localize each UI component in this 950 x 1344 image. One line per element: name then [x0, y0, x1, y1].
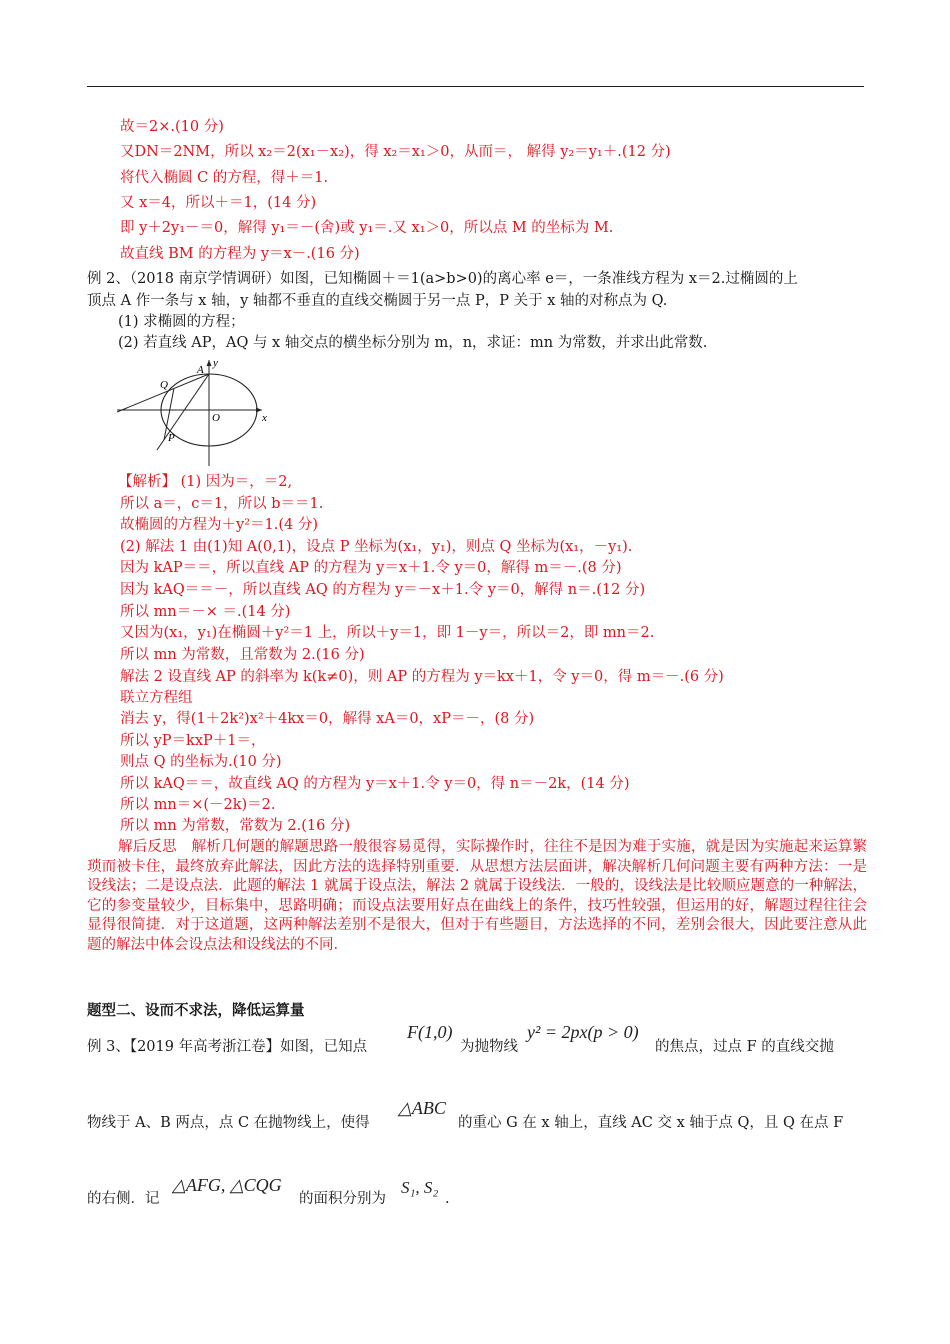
example2-question2: (2) 若直线 AP，AQ 与 x 轴交点的横坐标分别为 m，n，求证：mn 为常数，并求出此常数. [118, 335, 708, 351]
solution-line: 即 y＋2y₁－＝0，解得 y₁＝－(舍)或 y₁＝.又 x₁＞0，所以点 M 的坐标为 M. [120, 220, 614, 236]
areas-formula: S₁, S₂ [401, 1178, 439, 1197]
example3-text-f: 的右侧．记 [87, 1191, 160, 1207]
solution-line: 所以 mn＝－× ＝.(14 分) [120, 604, 291, 620]
solution-line: 则点 Q 的坐标为.(10 分) [120, 754, 282, 770]
label-a: A [197, 364, 204, 376]
example3-text-d: 物线于 A、B 两点，点 C 在抛物线上，使得 [87, 1115, 370, 1131]
example3-text-h: . [445, 1191, 450, 1207]
example3-text-a: 例 3、【2019 年高考浙江卷】如图，已知点 [87, 1039, 368, 1055]
point-f-formula: F(1,0) [407, 1022, 453, 1042]
triangles-formula: △AFG, △CQG [172, 1175, 282, 1195]
example3-text-e: 的重心 G 在 x 轴上，直线 AC 交 x 轴于点 Q，且 Q 在点 F [458, 1115, 844, 1131]
example3-text-g: 的面积分别为 [299, 1191, 386, 1207]
solution-line: 因为 kAP＝＝，所以直线 AP 的方程为 y＝x＋1.令 y＝0，解得 m＝－.(8 分) [120, 560, 622, 576]
y-axis-arrow [207, 360, 212, 366]
solution-line: 故＝2×.(10 分) [120, 119, 224, 135]
solution-line: 所以 a＝，c＝1，所以 b＝＝1. [120, 496, 324, 512]
solution-line: 消去 y，得(1＋2k²)x²＋4kx＝0，解得 xA＝0，xP＝－，(8 分) [120, 711, 535, 727]
label-y: y [213, 358, 218, 369]
solution-line: 解法 2 设直线 AP 的斜率为 k(k≠0)，则 AP 的方程为 y＝kx＋1，令 y＝0，得 m＝－.(6 分) [120, 669, 724, 685]
example2-line1: 例 2、（2018 南京学情调研）如图，已知椭圆＋＝1(a>b>0)的离心率 e＝，一条准线方程为 x＝2.过椭圆的上 [87, 271, 798, 287]
reflection-paragraph: 解后反思 解析几何题的解题思路一般很容易觅得，实际操作时，往往不是因为难于实施，就是因为实施起来运算繁琐而被卡住，最终放弃此解法，因此方法的选择特别重要．从思想方法层面讲，解决解析几何问题主要有两种方法：一是设线法；二是设点法．此题的解法 1 就属于设点法，解法 2 就属于设线法．一般的，设线法是比较顺应题意的一种解法，它的参变量较少，目标集中，思路明确；而设点法要用好点在曲线上的条件，技巧性较强，但运用的好，解题过程往往会显得很简捷．对于这道题，这两种解法差别不是很大，但对于有些题目，方法选择的不同，差别会很大，因此要注意从此题的解法中体会设点法和设线法的不同． [87, 839, 867, 953]
solution-line: 故椭圆的方程为＋y²＝1.(4 分) [120, 517, 318, 533]
label-x: x [262, 412, 267, 424]
solution-line: 又因为(x₁，y₁)在椭圆＋y²＝1 上，所以＋y＝1，即 1－y＝，所以＝2，即 mn＝2. [120, 625, 655, 641]
solution-line: 所以 yP＝kxP＋1＝， [120, 733, 266, 749]
solution-line: 又DN＝2NM，所以 x₂＝2(x₁－x₂)，得 x₂＝x₁＞0，从而＝， 解得 y₂＝y₁＋.(12 分) [120, 144, 671, 160]
example3-text-c: 的焦点，过点 F 的直线交抛 [655, 1039, 834, 1055]
header-rule [87, 86, 864, 87]
solution-line: (2) 解法 1 由(1)知 A(0,1)，设点 P 坐标为(x₁，y₁)，则点 Q 坐标为(x₁，－y₁). [120, 539, 633, 555]
solution-line: 所以 mn 为常数，且常数为 2.(16 分) [120, 647, 365, 663]
label-o: O [212, 412, 220, 424]
solution-line: 因为 kAQ＝＝－，所以直线 AQ 的方程为 y＝－x＋1.令 y＝0，解得 n＝.(12 分) [120, 582, 646, 598]
parabola-formula: y² = 2px(p > 0) [527, 1022, 639, 1042]
solution-line: 联立方程组 [120, 690, 193, 706]
solution-line: 【解析】 (1) 因为＝，＝2, [118, 474, 293, 490]
example2-question1: (1) 求椭圆的方程； [118, 314, 245, 330]
solution-line: 又 x＝4，所以＋＝1，(14 分) [120, 195, 317, 211]
section-title: 题型二、设而不求法，降低运算量 [87, 1002, 305, 1019]
example3-text-b: 为抛物线 [460, 1039, 518, 1055]
solution-line: 所以 mn＝×(－2k)＝2. [120, 797, 276, 813]
ellipse-diagram [117, 358, 287, 466]
triangle-abc-formula: △ABC [398, 1098, 446, 1118]
example2-line2: 顶点 A 作一条与 x 轴，y 轴都不垂直的直线交椭圆于另一点 P，P 关于 x 轴的对称点为 Q. [87, 293, 668, 309]
label-p: P [168, 432, 175, 444]
solution-line: 故直线 BM 的方程为 y＝x－.(16 分) [120, 246, 360, 262]
label-q: Q [160, 379, 168, 391]
solution-line: 将代入椭圆 C 的方程，得＋＝1. [120, 170, 329, 186]
solution-line: 所以 kAQ＝＝，故直线 AQ 的方程为 y＝x＋1.令 y＝0，得 n＝－2k，(14 分) [120, 776, 630, 792]
solution-line: 所以 mn 为常数，常数为 2.(16 分) [120, 818, 351, 834]
